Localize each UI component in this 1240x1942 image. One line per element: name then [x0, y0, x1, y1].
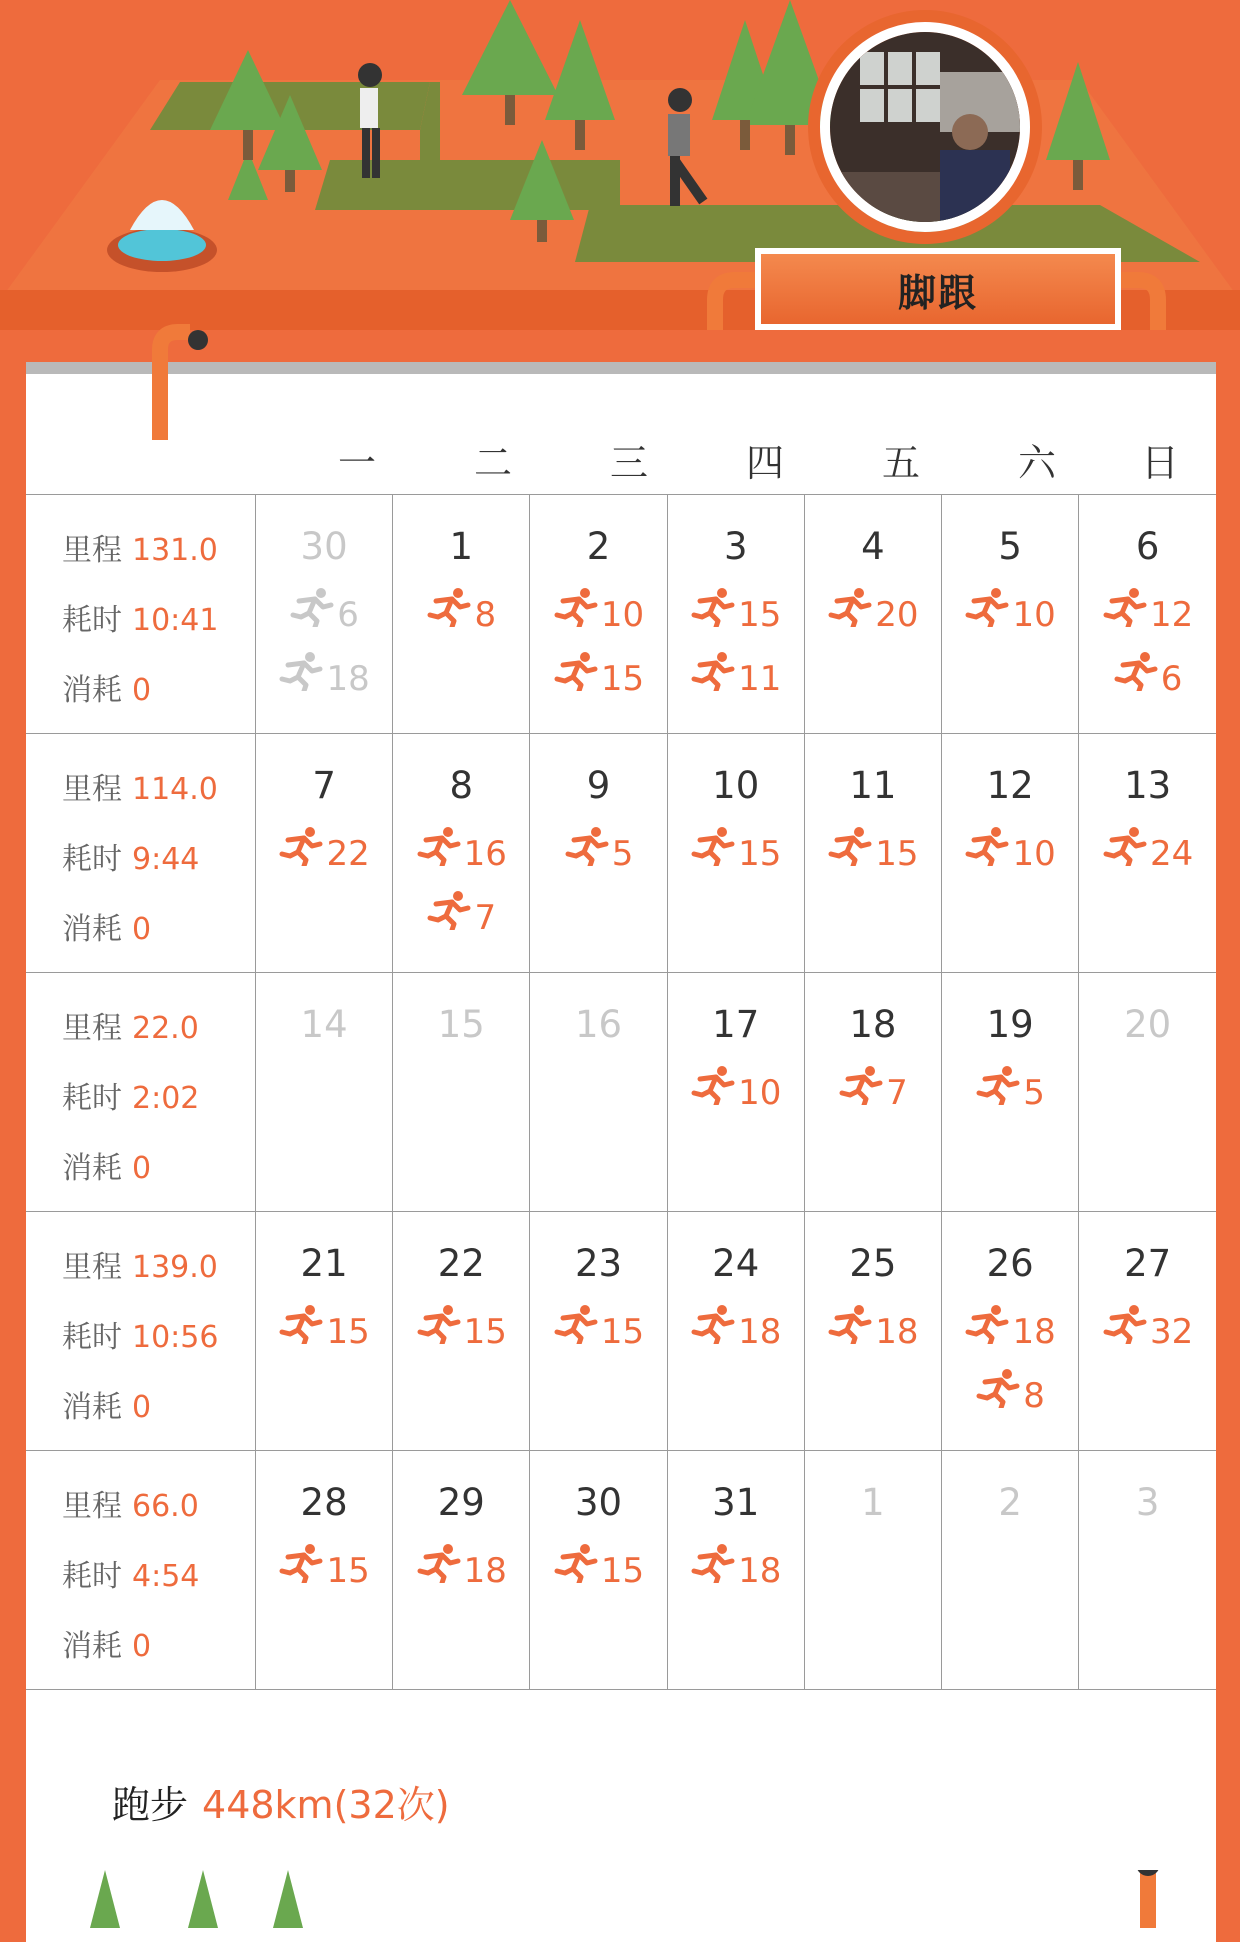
- calendar-day-cell[interactable]: [1079, 973, 1216, 1212]
- stat-value: 10:41: [132, 603, 219, 638]
- weekday-wed: 三: [609, 441, 648, 485]
- day-number: 12: [986, 764, 1034, 807]
- calendar-day-cell[interactable]: [942, 734, 1079, 973]
- header-scene: [0, 0, 1240, 330]
- day-number: 17: [712, 1003, 760, 1046]
- weekday-tue: 二: [473, 441, 512, 485]
- run-distance: 20: [875, 595, 919, 635]
- run-entry[interactable]: [530, 1529, 666, 1593]
- week-distance: [62, 1003, 199, 1047]
- calendar-day-cell[interactable]: [256, 495, 393, 734]
- calendar-week-row: [26, 973, 1216, 1212]
- summary-label: 跑步: [112, 1783, 189, 1827]
- day-number: 8: [449, 764, 474, 807]
- running-person-icon: [827, 587, 873, 627]
- run-entry[interactable]: [393, 812, 529, 876]
- day-number: 26: [986, 1242, 1034, 1285]
- week-time: [62, 834, 199, 878]
- stat-value: 10:56: [132, 1320, 219, 1355]
- run-distance: 7: [474, 898, 497, 938]
- run-entry[interactable]: [668, 573, 804, 637]
- run-entry[interactable]: [805, 573, 941, 637]
- run-distance: 18: [1012, 1312, 1056, 1352]
- day-number: 20: [1124, 1003, 1172, 1046]
- day-number: 25: [849, 1242, 897, 1285]
- running-person-icon: [426, 587, 472, 627]
- user-name-plate: 脚跟: [755, 248, 1121, 330]
- day-number: 7: [312, 764, 336, 807]
- run-distance: 15: [738, 834, 782, 874]
- calendar-day-cell[interactable]: [1079, 1212, 1216, 1451]
- calendar-day-cell[interactable]: [942, 1212, 1079, 1451]
- run-distance: 5: [611, 834, 634, 874]
- run-entry[interactable]: [530, 812, 666, 876]
- running-person-icon: [1102, 587, 1148, 627]
- run-entry[interactable]: [942, 1354, 1078, 1418]
- run-distance: 15: [326, 1312, 370, 1352]
- stat-value: 139.0: [132, 1250, 218, 1285]
- day-number: 13: [1124, 764, 1172, 807]
- run-distance: 15: [600, 1551, 645, 1591]
- stat-value: 0: [132, 1151, 152, 1186]
- running-person-icon: [690, 1065, 736, 1105]
- weekday-mon: 一: [337, 441, 376, 485]
- running-person-icon: [416, 1304, 462, 1344]
- day-number: 3: [1135, 1481, 1160, 1524]
- user-avatar[interactable]: [820, 22, 1030, 232]
- stat-label: 消耗: [62, 673, 122, 708]
- calendar-day-cell[interactable]: [942, 1451, 1079, 1690]
- run-distance: 5: [1023, 1073, 1045, 1113]
- run-entry[interactable]: [256, 812, 392, 876]
- day-number: 29: [437, 1481, 485, 1524]
- run-distance: 6: [337, 595, 359, 635]
- footer-decoration: [0, 1870, 1240, 1930]
- run-entry[interactable]: [805, 812, 941, 876]
- running-person-icon: [690, 1304, 736, 1344]
- run-distance: 15: [738, 595, 782, 635]
- run-distance: 15: [600, 1312, 645, 1352]
- calendar-week-row: [26, 1451, 1216, 1690]
- run-entry[interactable]: [942, 573, 1078, 637]
- stat-label: 里程: [62, 533, 122, 568]
- calendar-day-cell[interactable]: [256, 734, 393, 973]
- run-distance: 32: [1149, 1312, 1194, 1352]
- running-person-icon: [426, 890, 472, 930]
- calendar-day-cell[interactable]: [530, 973, 667, 1212]
- calendar-grid: [26, 494, 1216, 1690]
- run-entry[interactable]: [805, 1051, 941, 1115]
- week-distance: [62, 1481, 199, 1525]
- stat-value: 131.0: [132, 533, 218, 568]
- calendar-day-cell[interactable]: [530, 734, 667, 973]
- stat-value: 0: [132, 1390, 152, 1425]
- binder-ring-left-decoration: [138, 320, 218, 440]
- run-distance: 18: [738, 1551, 782, 1591]
- week-distance: [62, 764, 218, 808]
- run-distance: 15: [463, 1312, 507, 1352]
- day-number: 4: [861, 525, 885, 568]
- calendar-day-cell[interactable]: [393, 973, 530, 1212]
- week-calories: [62, 1382, 151, 1426]
- day-number: 16: [574, 1003, 623, 1046]
- run-distance: 18: [875, 1312, 919, 1352]
- day-number: 3: [723, 525, 748, 568]
- run-distance: 15: [600, 659, 645, 699]
- stat-label: 耗时: [62, 1320, 122, 1355]
- run-entry[interactable]: [668, 1051, 804, 1115]
- running-person-icon: [964, 826, 1010, 866]
- run-entry[interactable]: [668, 812, 804, 876]
- weekday-thu: 四: [745, 441, 784, 485]
- running-person-icon: [278, 826, 324, 866]
- day-number: 30: [300, 525, 348, 568]
- calendar-day-cell[interactable]: [393, 1451, 530, 1690]
- running-person-icon: [827, 1304, 873, 1344]
- stat-label: 消耗: [62, 912, 122, 947]
- week-calories: [62, 904, 151, 948]
- stat-label: 里程: [62, 772, 122, 807]
- running-person-icon: [289, 587, 335, 627]
- day-number: 19: [986, 1003, 1034, 1046]
- day-number: 10: [712, 764, 760, 807]
- stat-value: 0: [132, 912, 152, 947]
- calendar-day-cell[interactable]: [804, 973, 941, 1212]
- week-calories: [62, 1621, 151, 1665]
- stat-label: 耗时: [62, 603, 122, 638]
- week-time: [62, 1551, 199, 1595]
- calendar-day-cell[interactable]: [667, 734, 804, 973]
- run-distance: 18: [738, 1312, 782, 1352]
- day-number: 2: [586, 525, 611, 568]
- running-person-icon: [690, 1543, 736, 1583]
- run-entry[interactable]: [256, 637, 392, 701]
- day-number: 2: [998, 1481, 1022, 1524]
- running-person-icon: [690, 826, 736, 866]
- calendar-week-row: [26, 495, 1216, 734]
- run-entry[interactable]: [256, 573, 392, 637]
- day-number: 18: [849, 1003, 897, 1046]
- calendar-day-cell[interactable]: [393, 1212, 530, 1451]
- calendar-day-cell[interactable]: [393, 495, 530, 734]
- running-person-icon: [690, 651, 736, 691]
- running-person-icon: [278, 1543, 324, 1583]
- day-number: 21: [300, 1242, 348, 1285]
- run-distance: 12: [1149, 595, 1194, 635]
- stat-value: 0: [132, 673, 152, 708]
- day-number: 6: [1135, 525, 1160, 568]
- week-time: [62, 1073, 199, 1117]
- run-distance: 10: [1012, 595, 1056, 635]
- run-distance: 15: [875, 834, 919, 874]
- day-number: 22: [437, 1242, 485, 1285]
- stat-label: 耗时: [62, 842, 122, 877]
- run-entry[interactable]: [668, 637, 804, 701]
- weekday-sun: 日: [1140, 441, 1179, 485]
- running-person-icon: [278, 1304, 324, 1344]
- day-number: 30: [574, 1481, 623, 1524]
- week-stats: [26, 495, 256, 734]
- stat-label: 里程: [62, 1011, 122, 1046]
- stat-value: 9:44: [132, 842, 200, 877]
- running-person-icon: [827, 826, 873, 866]
- week-stats: [26, 973, 256, 1212]
- stat-label: 消耗: [62, 1629, 122, 1664]
- week-calories: [62, 665, 151, 709]
- running-person-icon: [553, 587, 599, 627]
- calendar-day-cell[interactable]: [804, 1451, 941, 1690]
- run-entry[interactable]: [256, 1529, 392, 1593]
- running-person-icon: [1102, 1304, 1148, 1344]
- stat-label: 消耗: [62, 1151, 122, 1186]
- stat-value: 0: [132, 1629, 152, 1664]
- calendar-day-cell[interactable]: [804, 734, 941, 973]
- stat-label: 消耗: [62, 1390, 122, 1425]
- run-entry[interactable]: [1079, 637, 1216, 701]
- calendar-day-cell[interactable]: [1079, 495, 1216, 734]
- running-person-icon: [564, 826, 610, 866]
- running-person-icon: [416, 1543, 462, 1583]
- stat-label: 耗时: [62, 1559, 122, 1594]
- week-stats: [26, 734, 256, 973]
- calendar-day-cell[interactable]: [667, 1212, 804, 1451]
- running-person-icon: [690, 587, 736, 627]
- run-entry[interactable]: [805, 1290, 941, 1354]
- day-number: 14: [300, 1003, 348, 1046]
- run-distance: 6: [1160, 659, 1183, 699]
- day-number: 1: [449, 525, 474, 568]
- calendar-day-cell[interactable]: [667, 495, 804, 734]
- running-person-icon: [1113, 651, 1159, 691]
- run-entry[interactable]: [1079, 1290, 1216, 1354]
- stat-label: 耗时: [62, 1081, 122, 1116]
- stat-label: 里程: [62, 1250, 122, 1285]
- run-distance: 10: [738, 1073, 782, 1113]
- calendar-day-cell[interactable]: [530, 1212, 667, 1451]
- calendar-day-cell[interactable]: [530, 495, 667, 734]
- weekday-fri: 五: [881, 441, 920, 485]
- run-entry[interactable]: [942, 1051, 1078, 1115]
- calendar-day-cell[interactable]: [942, 495, 1079, 734]
- weekday-sat: 六: [1017, 441, 1056, 485]
- run-entry[interactable]: [1079, 573, 1216, 637]
- running-summary: [112, 1774, 450, 1829]
- day-number: 24: [712, 1242, 760, 1285]
- run-entry[interactable]: [530, 637, 666, 701]
- stat-value: 66.0: [132, 1489, 199, 1524]
- running-person-icon: [553, 1304, 599, 1344]
- running-person-icon: [964, 1304, 1010, 1344]
- running-person-icon: [975, 1065, 1021, 1105]
- week-time: [62, 595, 218, 639]
- day-number: 23: [574, 1242, 623, 1285]
- run-entry[interactable]: [1079, 812, 1216, 876]
- run-entry[interactable]: [942, 812, 1078, 876]
- day-number: 28: [300, 1481, 348, 1524]
- run-entry[interactable]: [393, 573, 529, 637]
- calendar-week-row: [26, 1212, 1216, 1451]
- running-person-icon: [964, 587, 1010, 627]
- calendar-day-cell[interactable]: [667, 1451, 804, 1690]
- stat-value: 22.0: [132, 1011, 199, 1046]
- day-number: 31: [712, 1481, 760, 1524]
- run-entry[interactable]: [668, 1290, 804, 1354]
- calendar-day-cell[interactable]: [1079, 1451, 1216, 1690]
- calendar-week-row: [26, 734, 1216, 973]
- run-distance: 22: [326, 834, 370, 874]
- week-calories: [62, 1143, 151, 1187]
- day-number: 27: [1124, 1242, 1172, 1285]
- running-person-icon: [553, 651, 599, 691]
- day-number: 9: [586, 764, 611, 807]
- week-time: [62, 1312, 218, 1356]
- day-number: 15: [437, 1003, 485, 1046]
- day-number: 1: [861, 1481, 885, 1524]
- calendar-day-cell[interactable]: [256, 973, 393, 1212]
- week-distance: [62, 1242, 218, 1286]
- calendar-day-cell[interactable]: [256, 1451, 393, 1690]
- calendar-day-cell[interactable]: [393, 734, 530, 973]
- run-distance: 18: [463, 1551, 507, 1591]
- run-entry[interactable]: [393, 1529, 529, 1593]
- calendar-day-cell[interactable]: [804, 495, 941, 734]
- run-entry[interactable]: [393, 1290, 529, 1354]
- run-entry[interactable]: [942, 1290, 1078, 1354]
- calendar-day-cell[interactable]: [804, 1212, 941, 1451]
- running-person-icon: [416, 826, 462, 866]
- calendar-day-cell[interactable]: [530, 1451, 667, 1690]
- calendar-day-cell[interactable]: [942, 973, 1079, 1212]
- run-entry[interactable]: [530, 1290, 666, 1354]
- run-entry[interactable]: [668, 1529, 804, 1593]
- running-person-icon: [553, 1543, 599, 1583]
- run-distance: 10: [1012, 834, 1056, 874]
- week-stats: [26, 1212, 256, 1451]
- run-entry[interactable]: [256, 1290, 392, 1354]
- day-number: 11: [849, 764, 897, 807]
- run-distance: 11: [738, 659, 782, 699]
- stat-label: 里程: [62, 1489, 122, 1524]
- run-distance: 24: [1149, 834, 1194, 874]
- run-entry[interactable]: [393, 876, 529, 940]
- run-distance: 8: [474, 595, 497, 635]
- run-entry[interactable]: [530, 573, 666, 637]
- run-distance: 16: [463, 834, 507, 874]
- run-distance: 10: [600, 595, 645, 635]
- week-stats: [26, 1451, 256, 1690]
- running-person-icon: [838, 1065, 884, 1105]
- summary-value: 448km(32次): [202, 1783, 450, 1827]
- calendar-day-cell[interactable]: [667, 973, 804, 1212]
- running-person-icon: [975, 1368, 1021, 1408]
- week-distance: [62, 525, 218, 569]
- running-calendar: [26, 362, 1216, 1942]
- stat-value: 2:02: [132, 1081, 200, 1116]
- run-distance: 15: [326, 1551, 370, 1591]
- stat-value: 114.0: [132, 772, 218, 807]
- calendar-day-cell[interactable]: [1079, 734, 1216, 973]
- run-distance: 18: [326, 659, 370, 699]
- running-person-icon: [278, 651, 324, 691]
- day-number: 5: [998, 525, 1022, 568]
- stat-value: 4:54: [132, 1559, 200, 1594]
- run-distance: 8: [1023, 1376, 1045, 1416]
- run-distance: 7: [886, 1073, 908, 1113]
- running-person-icon: [1102, 826, 1148, 866]
- calendar-day-cell[interactable]: [256, 1212, 393, 1451]
